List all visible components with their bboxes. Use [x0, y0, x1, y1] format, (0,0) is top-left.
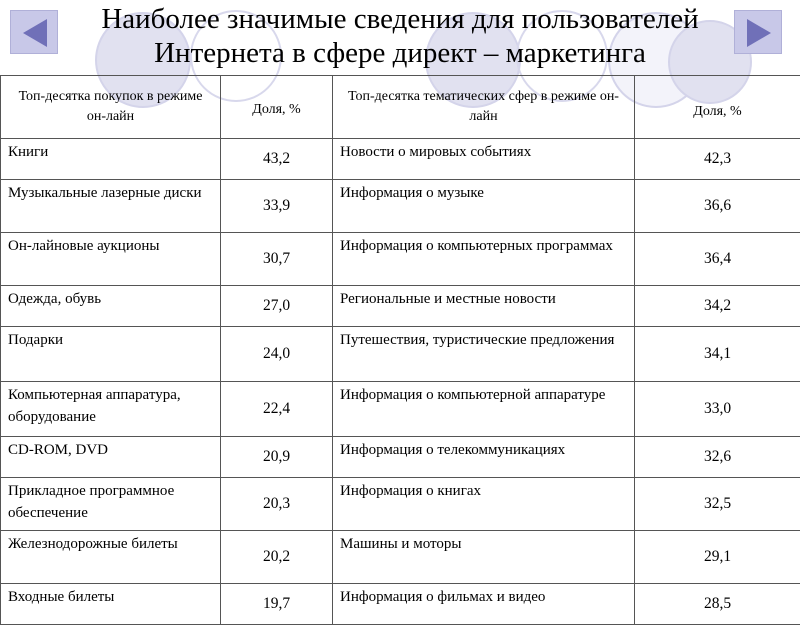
purchase-name: Подарки: [1, 327, 221, 382]
topic-name: Региональные и местные новости: [333, 286, 635, 327]
purchase-share: 20,2: [221, 531, 333, 584]
topic-name: Информация о компьютерной аппаратуре: [333, 382, 635, 437]
page-title-line-2: Интернета в сфере директ – маркетинга: [60, 36, 740, 70]
statistics-table: [0, 75, 800, 625]
purchase-share: 27,0: [221, 286, 333, 327]
purchase-share: 33,9: [221, 180, 333, 233]
purchase-share: 30,7: [221, 233, 333, 286]
purchase-name: Входные билеты: [1, 584, 221, 625]
table-row: [1, 327, 800, 382]
topic-share: 28,5: [635, 584, 800, 625]
header-purchases-share: Доля, %: [221, 76, 333, 139]
table-row: [1, 437, 800, 478]
table-row: [1, 180, 800, 233]
table-row: [1, 584, 800, 625]
purchase-name: Одежда, обувь: [1, 286, 221, 327]
topic-share: 36,4: [635, 233, 800, 286]
topic-name: Информация о телекоммуникациях: [333, 437, 635, 478]
purchase-share: 22,4: [221, 382, 333, 437]
header-purchases: Топ-десятка покупок в режиме он-лайн: [1, 76, 221, 139]
topic-name: Путешествия, туристические предложения: [333, 327, 635, 382]
topic-name: Информация о книгах: [333, 478, 635, 531]
purchase-share: 19,7: [221, 584, 333, 625]
topic-name: Информация о музыке: [333, 180, 635, 233]
purchase-name: Он-лайновые аукционы: [1, 233, 221, 286]
page-title-line-1: Наиболее значимые сведения для пользователей: [60, 2, 740, 36]
table-row: [1, 478, 800, 531]
header-topics-share: Доля, %: [635, 76, 800, 139]
previous-slide-button[interactable]: [10, 10, 58, 54]
purchase-share: 43,2: [221, 139, 333, 180]
topic-share: 34,2: [635, 286, 800, 327]
purchase-share: 20,3: [221, 478, 333, 531]
topic-share: 29,1: [635, 531, 800, 584]
next-slide-button[interactable]: [734, 10, 782, 54]
table-row: [1, 233, 800, 286]
table-row: [1, 286, 800, 327]
topic-name: Машины и моторы: [333, 531, 635, 584]
purchase-share: 24,0: [221, 327, 333, 382]
topic-share: 33,0: [635, 382, 800, 437]
purchase-name: Музыкальные лазерные диски: [1, 180, 221, 233]
topic-share: 34,1: [635, 327, 800, 382]
table-row: [1, 139, 800, 180]
table-row: [1, 382, 800, 437]
purchase-name: Компьютерная аппаратура, оборудование: [1, 382, 221, 437]
table-row: [1, 531, 800, 584]
topic-name: Информация о фильмах и видео: [333, 584, 635, 625]
topic-share: 42,3: [635, 139, 800, 180]
purchase-name: Книги: [1, 139, 221, 180]
topic-name: Информация о компьютерных программах: [333, 233, 635, 286]
topic-share: 32,5: [635, 478, 800, 531]
topic-name: Новости о мировых событиях: [333, 139, 635, 180]
table-header-row: [1, 76, 800, 139]
purchase-share: 20,9: [221, 437, 333, 478]
purchase-name: CD-ROM, DVD: [1, 437, 221, 478]
topic-share: 32,6: [635, 437, 800, 478]
triangle-left-icon: [11, 11, 59, 55]
triangle-right-icon: [735, 11, 783, 55]
topic-share: 36,6: [635, 180, 800, 233]
header-topics: Топ-десятка тематических сфер в режиме он-лайн: [333, 76, 635, 139]
purchase-name: Прикладное программное обеспечение: [1, 478, 221, 531]
purchase-name: Железнодорожные билеты: [1, 531, 221, 584]
page-title: [60, 2, 740, 70]
